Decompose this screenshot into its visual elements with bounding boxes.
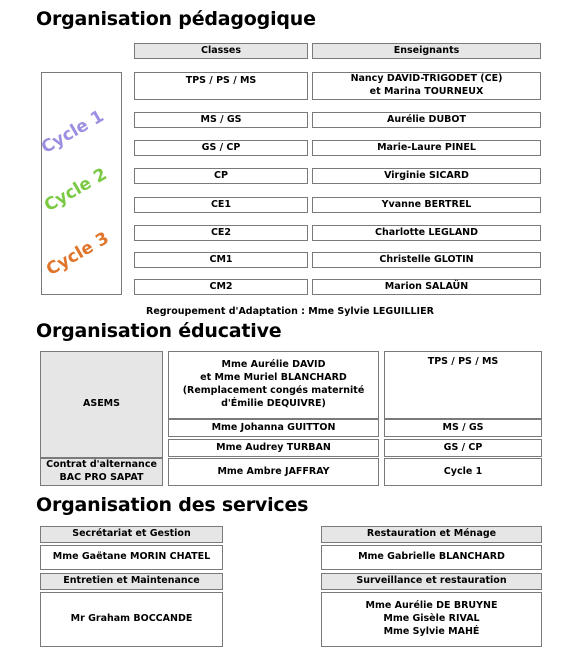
service-content — [321, 592, 542, 647]
service-title: Secrétariat et Gestion — [40, 526, 223, 543]
enseignant-cell: Aurélie DUBOT — [312, 112, 541, 128]
service-title: Restauration et Ménage — [321, 526, 542, 543]
contrat-line: BAC PRO SAPAT — [59, 472, 144, 483]
classe-cell: GS / CP — [134, 140, 308, 156]
section-title-services: Organisation des services — [36, 494, 309, 516]
service-staff-line: Mme Gisèle RIVAL — [383, 613, 480, 625]
enseignant-name: et Marina TOURNEUX — [369, 86, 484, 97]
asems-staff-cell: Mme Audrey TURBAN — [168, 439, 379, 457]
asems-staff-cell — [168, 351, 379, 419]
classe-cell: CP — [134, 168, 308, 184]
service-content: Mme Gabrielle BLANCHARD — [321, 545, 542, 570]
classe-cell: MS / GS — [134, 112, 308, 128]
contrat-line: Contrat d'alternance — [46, 459, 157, 471]
enseignant-name: Nancy DAVID-TRIGODET (CE) — [350, 73, 503, 85]
asems-classe-cell: MS / GS — [384, 419, 542, 437]
classe-cell: CE2 — [134, 225, 308, 241]
service-title: Entretien et Maintenance — [40, 573, 223, 590]
service-title: Surveillance et restauration — [321, 573, 542, 590]
staff-line: d'Émilie DEQUIVRE) — [221, 397, 326, 409]
asems-cell: ASEMS — [40, 351, 163, 458]
asems-staff-cell: Mme Johanna GUITTON — [168, 419, 379, 437]
asems-classe-cell: TPS / PS / MS — [384, 351, 542, 419]
enseignant-cell: Marion SALAÜN — [312, 279, 541, 295]
classe-cell: CM2 — [134, 279, 308, 295]
service-staff-line: Mme Sylvie MAHÉ — [383, 625, 480, 637]
header-classes: Classes — [134, 43, 308, 59]
header-enseignants: Enseignants — [312, 43, 541, 59]
enseignant-cell: Christelle GLOTIN — [312, 252, 541, 268]
asems-staff-cell: Mme Ambre JAFFRAY — [168, 458, 379, 486]
staff-line: et Mme Muriel BLANCHARD — [200, 372, 347, 384]
enseignant-cell: Virginie SICARD — [312, 168, 541, 184]
classe-cell: CM1 — [134, 252, 308, 268]
enseignant-cell — [312, 72, 541, 100]
service-staff-line: Mme Aurélie DE BRUYNE — [365, 600, 498, 612]
section-title-educative: Organisation éducative — [36, 320, 282, 342]
contrat-alternance-cell — [40, 458, 163, 486]
asems-classe-cell: Cycle 1 — [384, 458, 542, 486]
service-content: Mme Gaëtane MORIN CHATEL — [40, 545, 223, 570]
enseignant-cell: Yvanne BERTREL — [312, 197, 541, 213]
staff-line: (Remplacement congés maternité — [182, 385, 365, 396]
section-title-pedagogique: Organisation pédagogique — [36, 8, 316, 30]
enseignant-cell: Marie-Laure PINEL — [312, 140, 541, 156]
classe-cell: CE1 — [134, 197, 308, 213]
cycle-2-label: Cycle 2 — [41, 164, 111, 216]
staff-line: Mme Aurélie DAVID — [221, 359, 326, 371]
cycle-1-label: Cycle 1 — [38, 106, 108, 158]
cycle-3-label: Cycle 3 — [43, 228, 113, 280]
regroupement-note: Regroupement d'Adaptation : Mme Sylvie LEGUILLIER — [146, 306, 434, 317]
service-content: Mr Graham BOCCANDE — [40, 592, 223, 647]
classe-cell: TPS / PS / MS — [134, 72, 308, 100]
asems-classe-cell: GS / CP — [384, 439, 542, 457]
enseignant-cell: Charlotte LEGLAND — [312, 225, 541, 241]
